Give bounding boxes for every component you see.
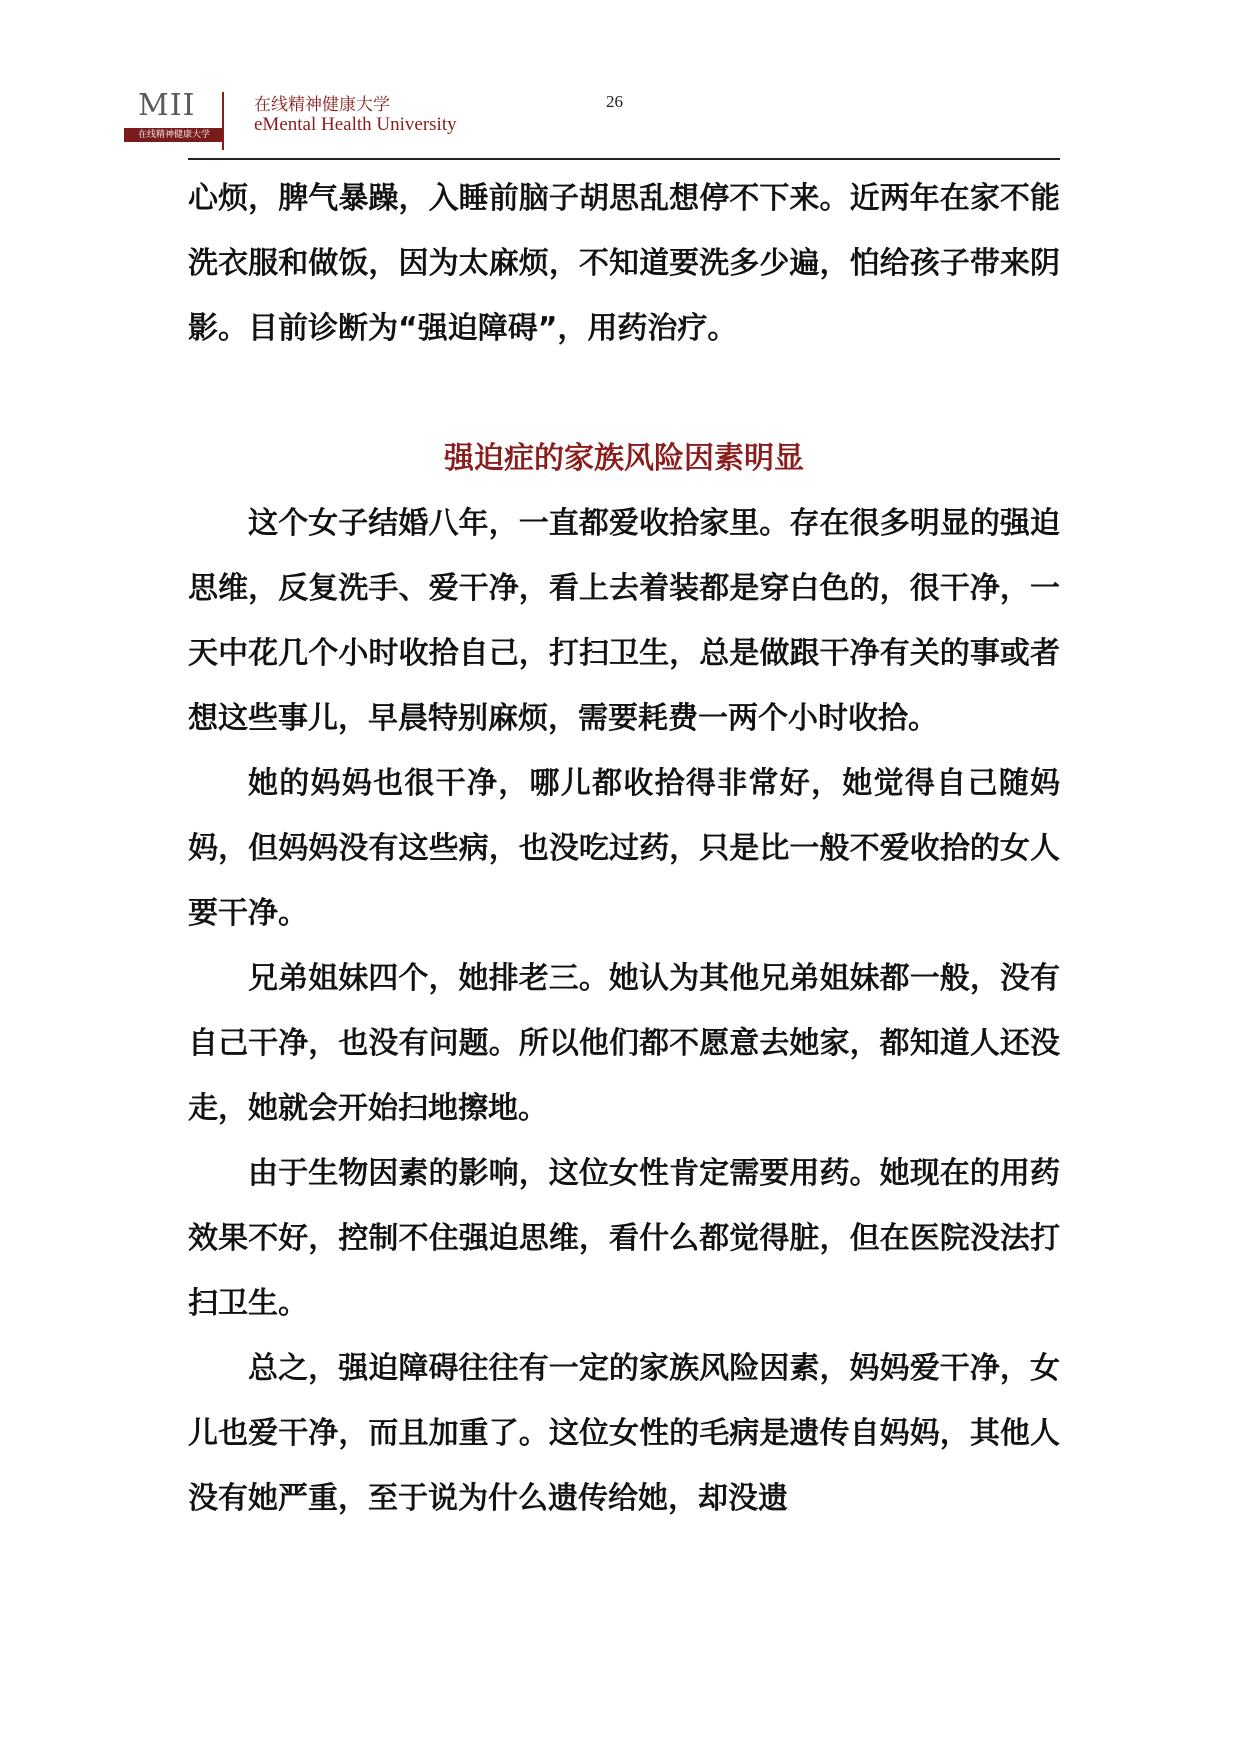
logo-banner: 在线精神健康大学 bbox=[124, 128, 224, 142]
university-name-cn: 在线精神健康大学 bbox=[254, 95, 390, 115]
university-name-en: eMental Health University bbox=[254, 114, 457, 135]
paragraph-2: 她的妈妈也很干净，哪儿都收拾得非常好，她觉得自己随妈妈，但妈妈没有这些病，也没吃过药，只是比一般不爱收拾的女人要干净。 bbox=[188, 766, 1060, 931]
intro-paragraph: 心烦，脾气暴躁，入睡前脑子胡思乱想停不下来。近两年在家不能洗衣服和做饭，因为太麻烦，不知道要洗多少遍，怕给孩子带来阴影。目前诊断为“强迫障碍”，用药治疗。 bbox=[188, 181, 1060, 346]
paragraph-5: 总之，强迫障碍往往有一定的家族风险因素，妈妈爱干净，女儿也爱干净，而且加重了。这位女性的毛病是遗传自妈妈，其他人没有她严重，至于说为什么遗传给她，却没遗 bbox=[188, 1351, 1060, 1516]
section-heading: 强迫症的家族风险因素明显 bbox=[444, 441, 804, 476]
logo-text: MII bbox=[138, 88, 196, 123]
university-logo bbox=[120, 82, 228, 152]
header-rule bbox=[188, 158, 1060, 160]
paragraph-4: 由于生物因素的影响，这位女性肯定需要用药。她现在的用药效果不好，控制不住强迫思维，看什么都觉得脏，但在医院没法打扫卫生。 bbox=[188, 1156, 1060, 1321]
paragraph-1: 这个女子结婚八年，一直都爱收拾家里。存在很多明显的强迫思维，反复洗手、爱干净，看上去着装都是穿白色的，很干净，一天中花几个小时收拾自己，打扫卫生，总是做跟干净有关的事或者想这些事儿，早晨特别麻烦，需要耗费一两个小时收拾。 bbox=[188, 506, 1060, 736]
document-body bbox=[188, 166, 1060, 1531]
paragraph-3: 兄弟姐妹四个，她排老三。她认为其他兄弟姐妹都一般，没有自己干净，也没有问题。所以他们都不愿意去她家，都知道人还没走，她就会开始扫地擦地。 bbox=[188, 961, 1060, 1126]
page-header bbox=[120, 82, 1062, 156]
header-divider bbox=[222, 92, 224, 150]
page-number: 26 bbox=[606, 92, 623, 111]
